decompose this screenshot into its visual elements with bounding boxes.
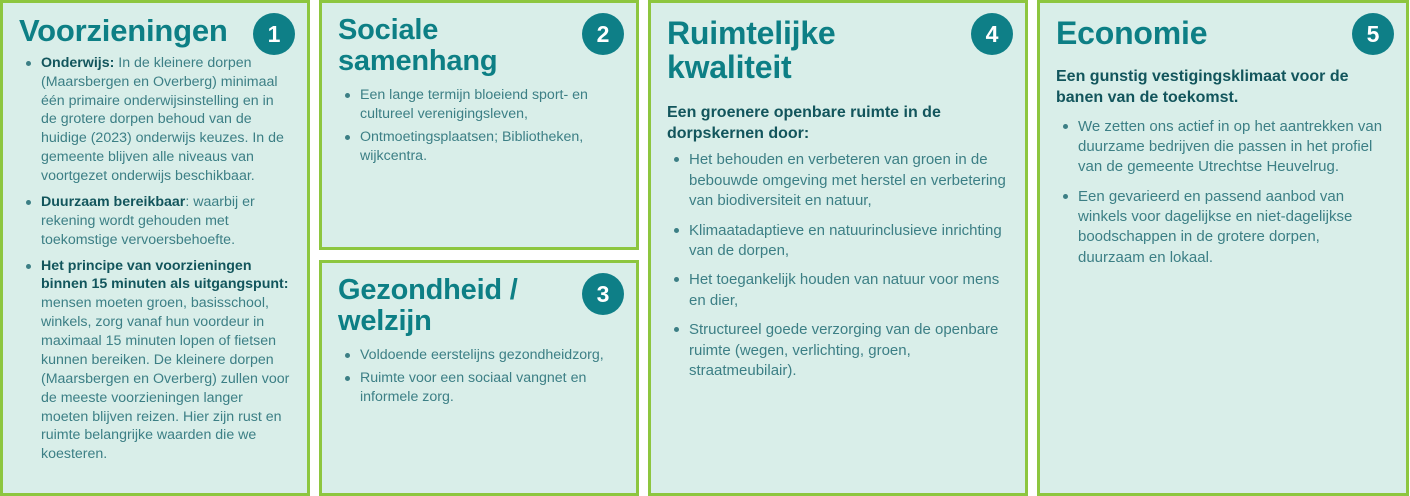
card-gezondheid-welzijn (319, 260, 639, 496)
column-4 (1037, 0, 1409, 496)
list-item (39, 193, 291, 250)
list-item-text: Voldoende eerstelijns gezondheidzorg, (360, 347, 604, 364)
list-item-emphasis: Het principe van voorzieningen binnen 15 minuten als uitgangspunt: (41, 257, 289, 293)
list-item-text: We zetten ons actief in op het aantrekken van duurzame bedrijven die passen in het profiel van de gemeente Utrechtse Heuvelrug. (1078, 117, 1383, 176)
list-item-text: In de kleinere dorpen (Maarsbergen en Overberg) minimaal één primaire onderwijsinstelling en in de grotere dorpen behoud van de huidige (2023) onderwijs keuzes. In de gemeente blijven alle niveaus van voortgezet onderwijs beschikbaar. (41, 54, 284, 185)
list-item (358, 86, 620, 124)
column-3 (648, 0, 1028, 496)
list-item (687, 270, 1009, 311)
bullet-list (338, 86, 620, 166)
list-item-text: Een gevarieerd en passend aanbod van winkels voor dagelijkse en niet-dagelijkse boodschappen in de grotere dorpen, duurzaam en lokaal. (1078, 187, 1353, 266)
list-item-text: Ruimte voor een sociaal vangnet en informele zorg. (360, 370, 587, 406)
list-item (39, 54, 291, 186)
list-item (358, 128, 620, 166)
bullet-list (667, 150, 1009, 381)
card-economie (1037, 0, 1409, 496)
card-number-badge: 1 (253, 13, 295, 55)
card-title: Ruimtelijke kwaliteit (667, 15, 836, 85)
list-item-text: Het behouden en verbeteren van groen in de bebouwde omgeving met herstel en verbetering van biodiversiteit en natuur, (689, 151, 1006, 210)
card-number-badge: 5 (1352, 13, 1394, 55)
card-title: Sociale samenhang (338, 14, 498, 77)
card-voorzieningen (0, 0, 310, 496)
card-number-badge: 4 (971, 13, 1013, 55)
card-sociale-samenhang (319, 0, 639, 250)
list-item-text: Een lange termijn bloeiend sport- en cultureel verenigingsleven, (360, 87, 588, 123)
list-item-text: Ontmoetingsplaatsen; Bibliotheken, wijkcentra. (360, 129, 584, 165)
list-item (687, 221, 1009, 262)
card-lead-text: Een gunstig vestigingsklimaat voor de banen van de toekomst. (1056, 67, 1349, 106)
list-item (358, 346, 620, 365)
bullet-list (338, 346, 620, 407)
list-item (1076, 117, 1390, 178)
list-item-text: Structureel goede verzorging van de openbare ruimte (wegen, verlichting, groen, straatmeubilair). (689, 321, 999, 379)
list-item (687, 320, 1009, 381)
list-item-text: : waarbij er rekening wordt gehouden met toekomstige vervoersbehoefte. (41, 193, 255, 248)
card-number-badge: 3 (582, 273, 624, 315)
card-ruimtelijke-kwaliteit (648, 0, 1028, 496)
card-title: Economie (1056, 15, 1208, 51)
list-item (687, 150, 1009, 211)
list-item-text: mensen moeten groen, basisschool, winkels, zorg vanaf hun voordeur in maximaal 15 minuten lopen of fietsen kunnen bereiken. De kleinere dorpen (Maarsbergen en Overberg) zullen voor de meeste voorzieningen langer moeten blijven reizen. Hier zijn rust en ruimte belangrijke waarden die we koesteren. (41, 295, 290, 463)
bullet-list (1056, 117, 1390, 269)
column-2 (319, 0, 639, 496)
list-item-emphasis: Duurzaam bereikbaar (41, 193, 186, 210)
list-item (1076, 187, 1390, 269)
card-title: Gezondheid / welzijn (338, 274, 518, 337)
card-lead-text: Een groenere openbare ruimte in de dorpskernen door: (667, 103, 941, 142)
list-item (358, 369, 620, 407)
column-1 (0, 0, 310, 496)
list-item-text: Het toegankelijk houden van natuur voor mens en dier, (689, 271, 1000, 309)
card-title: Voorzieningen (19, 13, 228, 48)
card-number-badge: 2 (582, 13, 624, 55)
list-item (39, 257, 291, 465)
list-item-text: Klimaatadaptieve en natuurinclusieve inrichting van de dorpen, (689, 221, 1002, 259)
bullet-list (19, 54, 291, 464)
list-item-emphasis: Onderwijs: (41, 54, 115, 71)
